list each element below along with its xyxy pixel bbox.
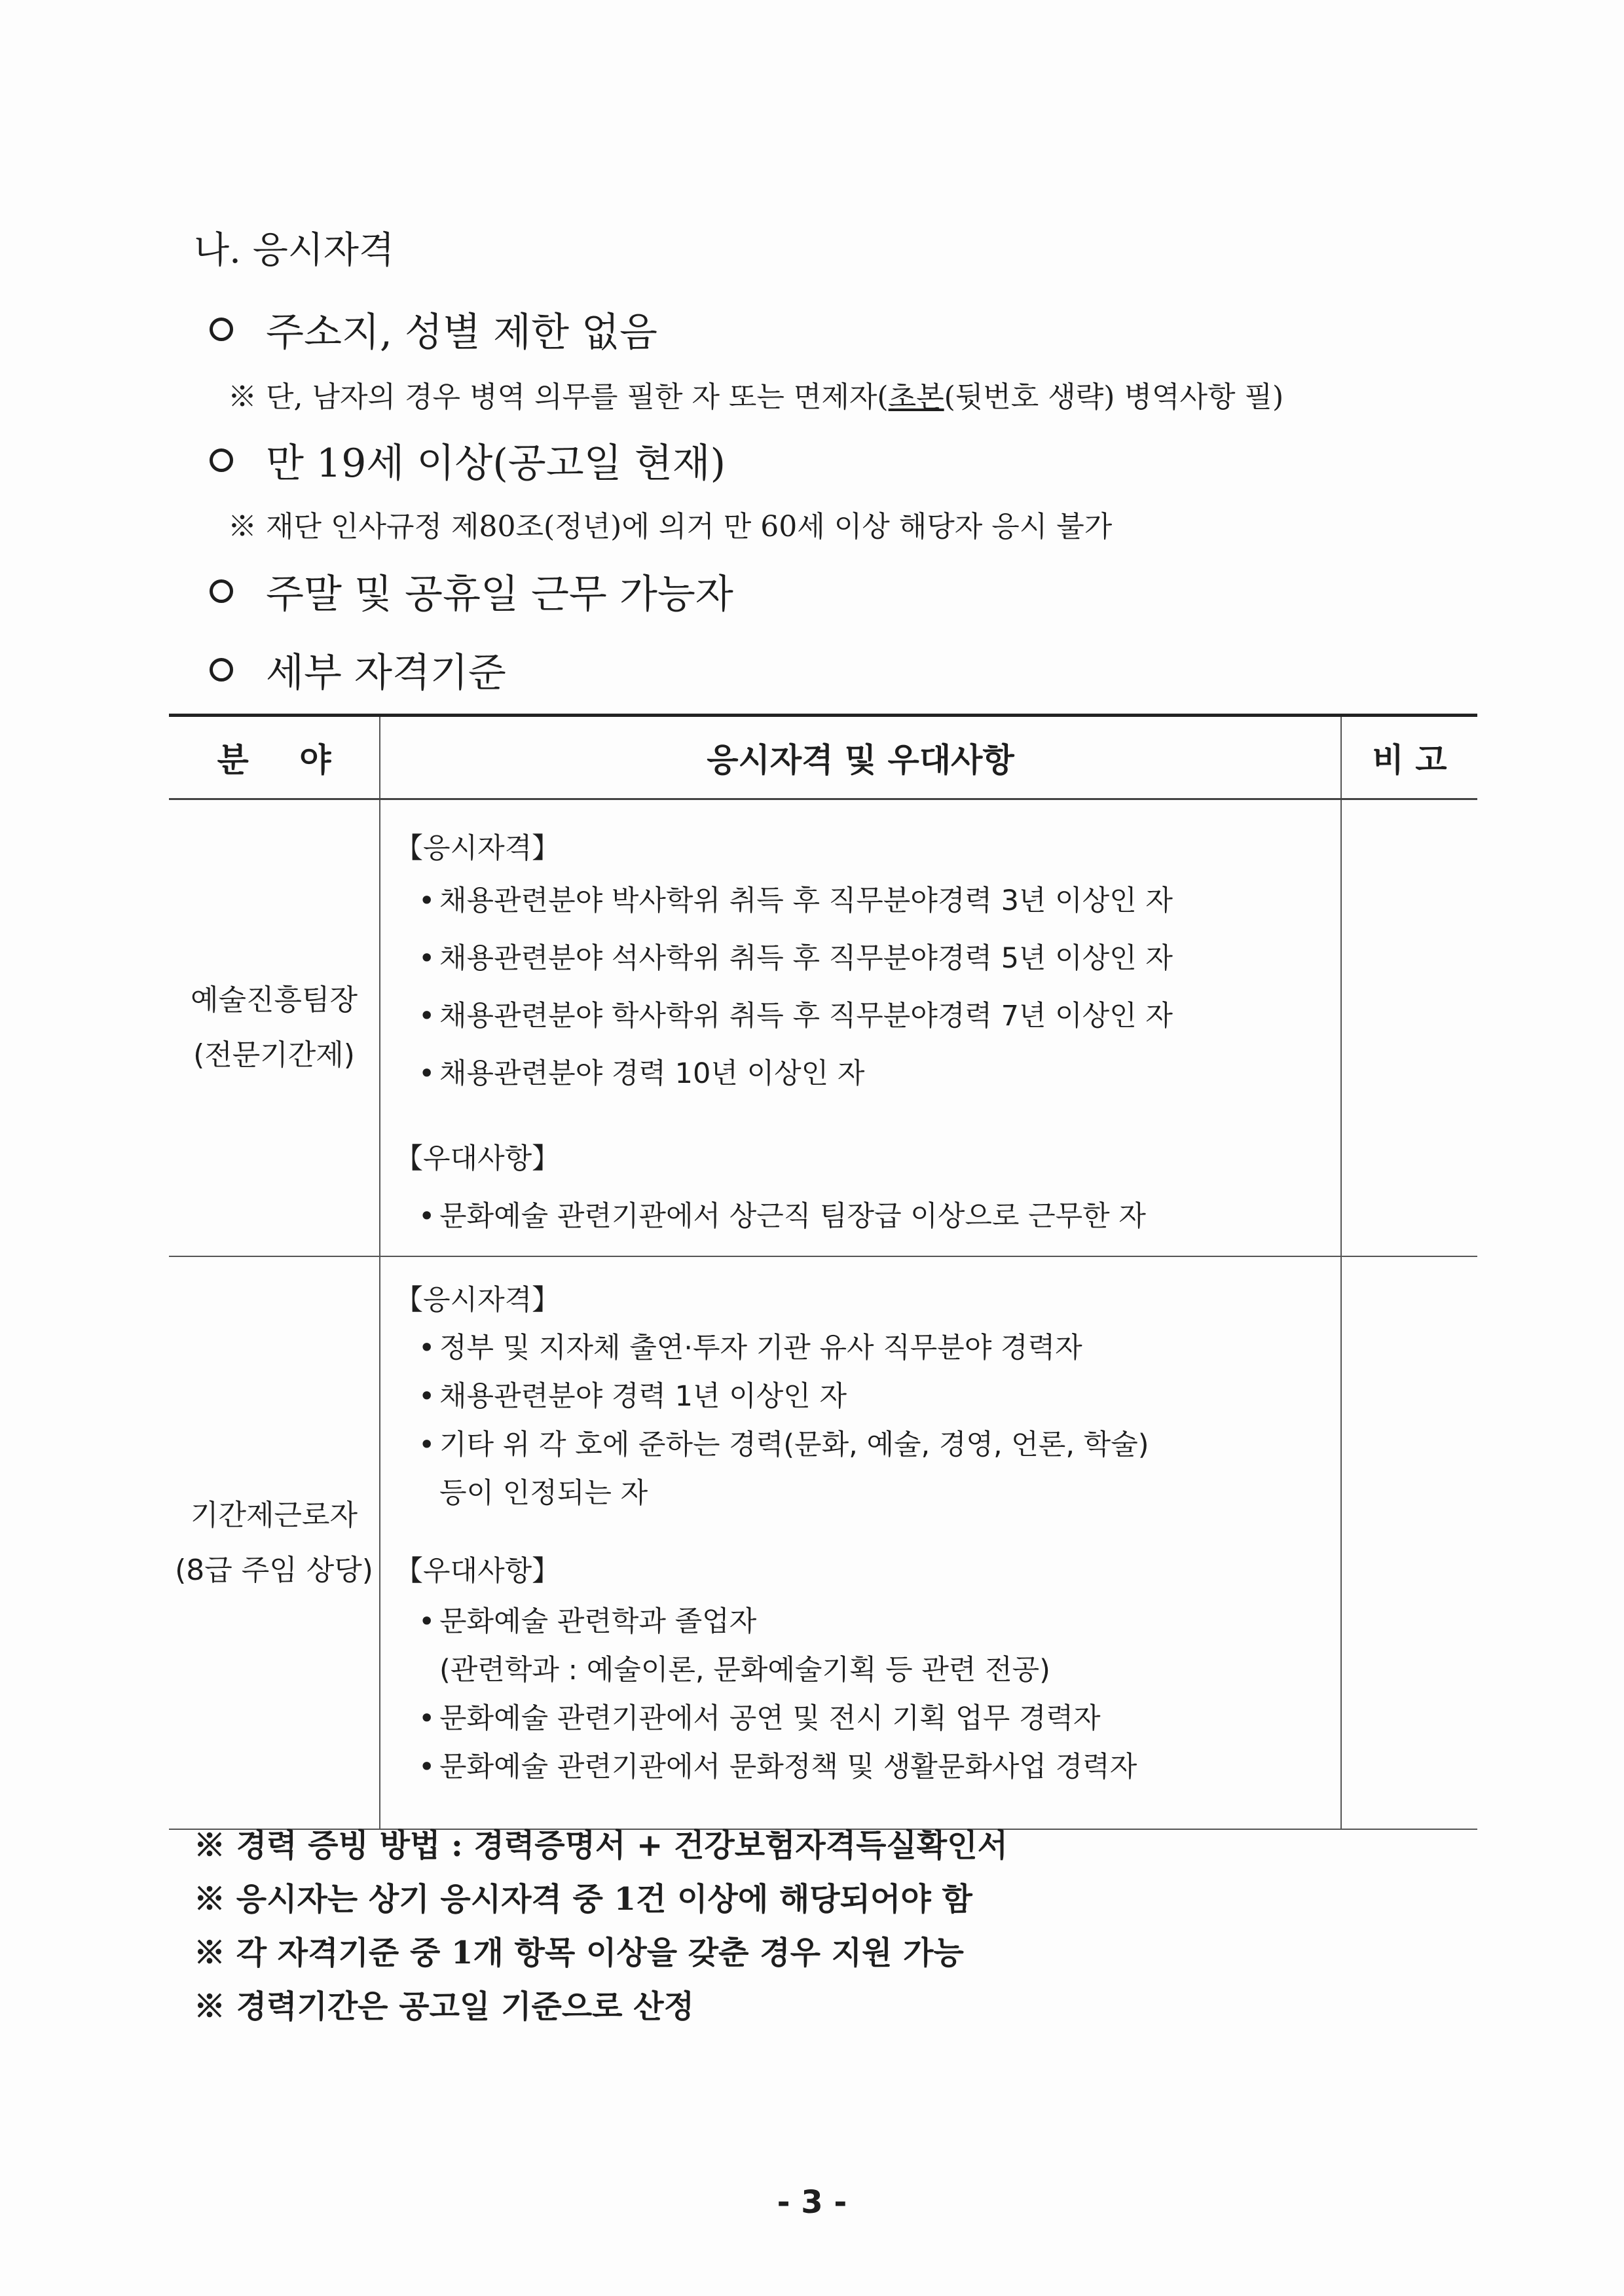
list-item: • 채용관련분야 학사학위 취득 후 직무분야경력 7년 이상인 자	[380, 987, 1340, 1045]
footnote-career-proof: ※ 경력 증빙 방법 : 경력증명서 + 건강보험자격득실확인서	[194, 1827, 1008, 1864]
qualifications-cell	[380, 799, 1341, 1257]
qualifications-heading: 【응시자격】	[395, 832, 561, 865]
page-number: - 3 -	[777, 2184, 847, 2221]
requirement-text: 주말 및 공휴일 근무 가능자	[266, 572, 733, 617]
field-name: 기간제근로자	[190, 1498, 358, 1532]
list-item: • 채용관련분야 석사학위 취득 후 직무분야경력 5년 이상인 자	[380, 930, 1340, 987]
list-item: • 문화예술 관련학과 졸업자 (관련학과 : 예술이론, 문화예술기획 등 관련 전공)	[380, 1597, 1340, 1694]
requirement-text: 주소지, 성별 제한 없음	[266, 310, 657, 355]
table-header-row	[169, 716, 1477, 799]
requirement-text: 만 19세 이상(공고일 현재)	[266, 441, 726, 486]
requirement-weekend-work	[210, 563, 733, 619]
list-item: • 문화예술 관련기관에서 상근직 팀장급 이상으로 근무한 자	[380, 1185, 1340, 1248]
qualifications-cell	[380, 1256, 1341, 1829]
footnote-requirement-count: ※ 응시자는 상기 응시자격 중 1건 이상에 해당되어야 함	[194, 1881, 972, 1918]
list-item: • 채용관련분야 박사학위 취득 후 직무분야경력 3년 이상인 자	[380, 872, 1340, 930]
footnote-eligibility: ※ 각 자격기준 중 1개 항목 이상을 갖춘 경우 지원 가능	[194, 1935, 964, 1971]
field-cell	[169, 1256, 380, 1829]
requirement-address-gender	[210, 301, 657, 357]
field-type: (8급 주임 상당)	[175, 1553, 373, 1587]
field-name: 예술진흥팀장	[190, 983, 358, 1017]
remarks-cell	[1341, 799, 1477, 1257]
requirement-detailed-criteria	[210, 642, 506, 698]
circle-bullet-icon	[210, 658, 233, 682]
list-item: • 정부 및 지자체 출연·투자 기관 유사 직무분야 경력자	[380, 1324, 1340, 1372]
requirement-age	[210, 432, 726, 488]
header-remarks: 비 고	[1341, 716, 1477, 799]
preferences-heading: 【우대사항】	[395, 1555, 561, 1588]
qualification-table	[169, 714, 1477, 1830]
remarks-cell	[1341, 1256, 1477, 1829]
qualifications-heading: 【응시자격】	[395, 1284, 561, 1317]
retirement-age-note: ※ 재단 인사규정 제80조(정년)에 의거 만 60세 이상 해당자 응시 불가	[228, 510, 1113, 543]
table-row	[169, 799, 1477, 1257]
circle-bullet-icon	[210, 448, 233, 472]
list-item: • 기타 위 각 호에 준하는 경력(문화, 예술, 경영, 언론, 학술) 등이 인정되는 자	[380, 1421, 1340, 1518]
military-service-note: ※ 단, 남자의 경우 병역 의무를 필한 자 또는 면제자(초본(뒷번호 생략) 병역사항 필)	[228, 380, 1284, 414]
list-item: • 채용관련분야 경력 10년 이상인 자	[380, 1045, 1340, 1102]
section-title: 나. 응시자격	[194, 229, 395, 272]
field-type: (전문기간제)	[193, 1038, 355, 1072]
preferences-heading: 【우대사항】	[395, 1142, 561, 1175]
list-item: • 문화예술 관련기관에서 문화정책 및 생활문화사업 경력자	[380, 1743, 1340, 1791]
table-row	[169, 1256, 1477, 1829]
list-item: • 채용관련분야 경력 1년 이상인 자	[380, 1372, 1340, 1421]
field-cell	[169, 799, 380, 1257]
circle-bullet-icon	[210, 579, 233, 603]
requirement-text: 세부 자격기준	[266, 650, 506, 696]
header-qualifications: 응시자격 및 우대사항	[380, 716, 1341, 799]
circle-bullet-icon	[210, 318, 233, 341]
footnote-career-period: ※ 경력기간은 공고일 기준으로 산정	[194, 1988, 694, 2025]
list-item: • 문화예술 관련기관에서 공연 및 전시 기획 업무 경력자	[380, 1694, 1340, 1743]
header-field: 분 야	[169, 716, 380, 799]
